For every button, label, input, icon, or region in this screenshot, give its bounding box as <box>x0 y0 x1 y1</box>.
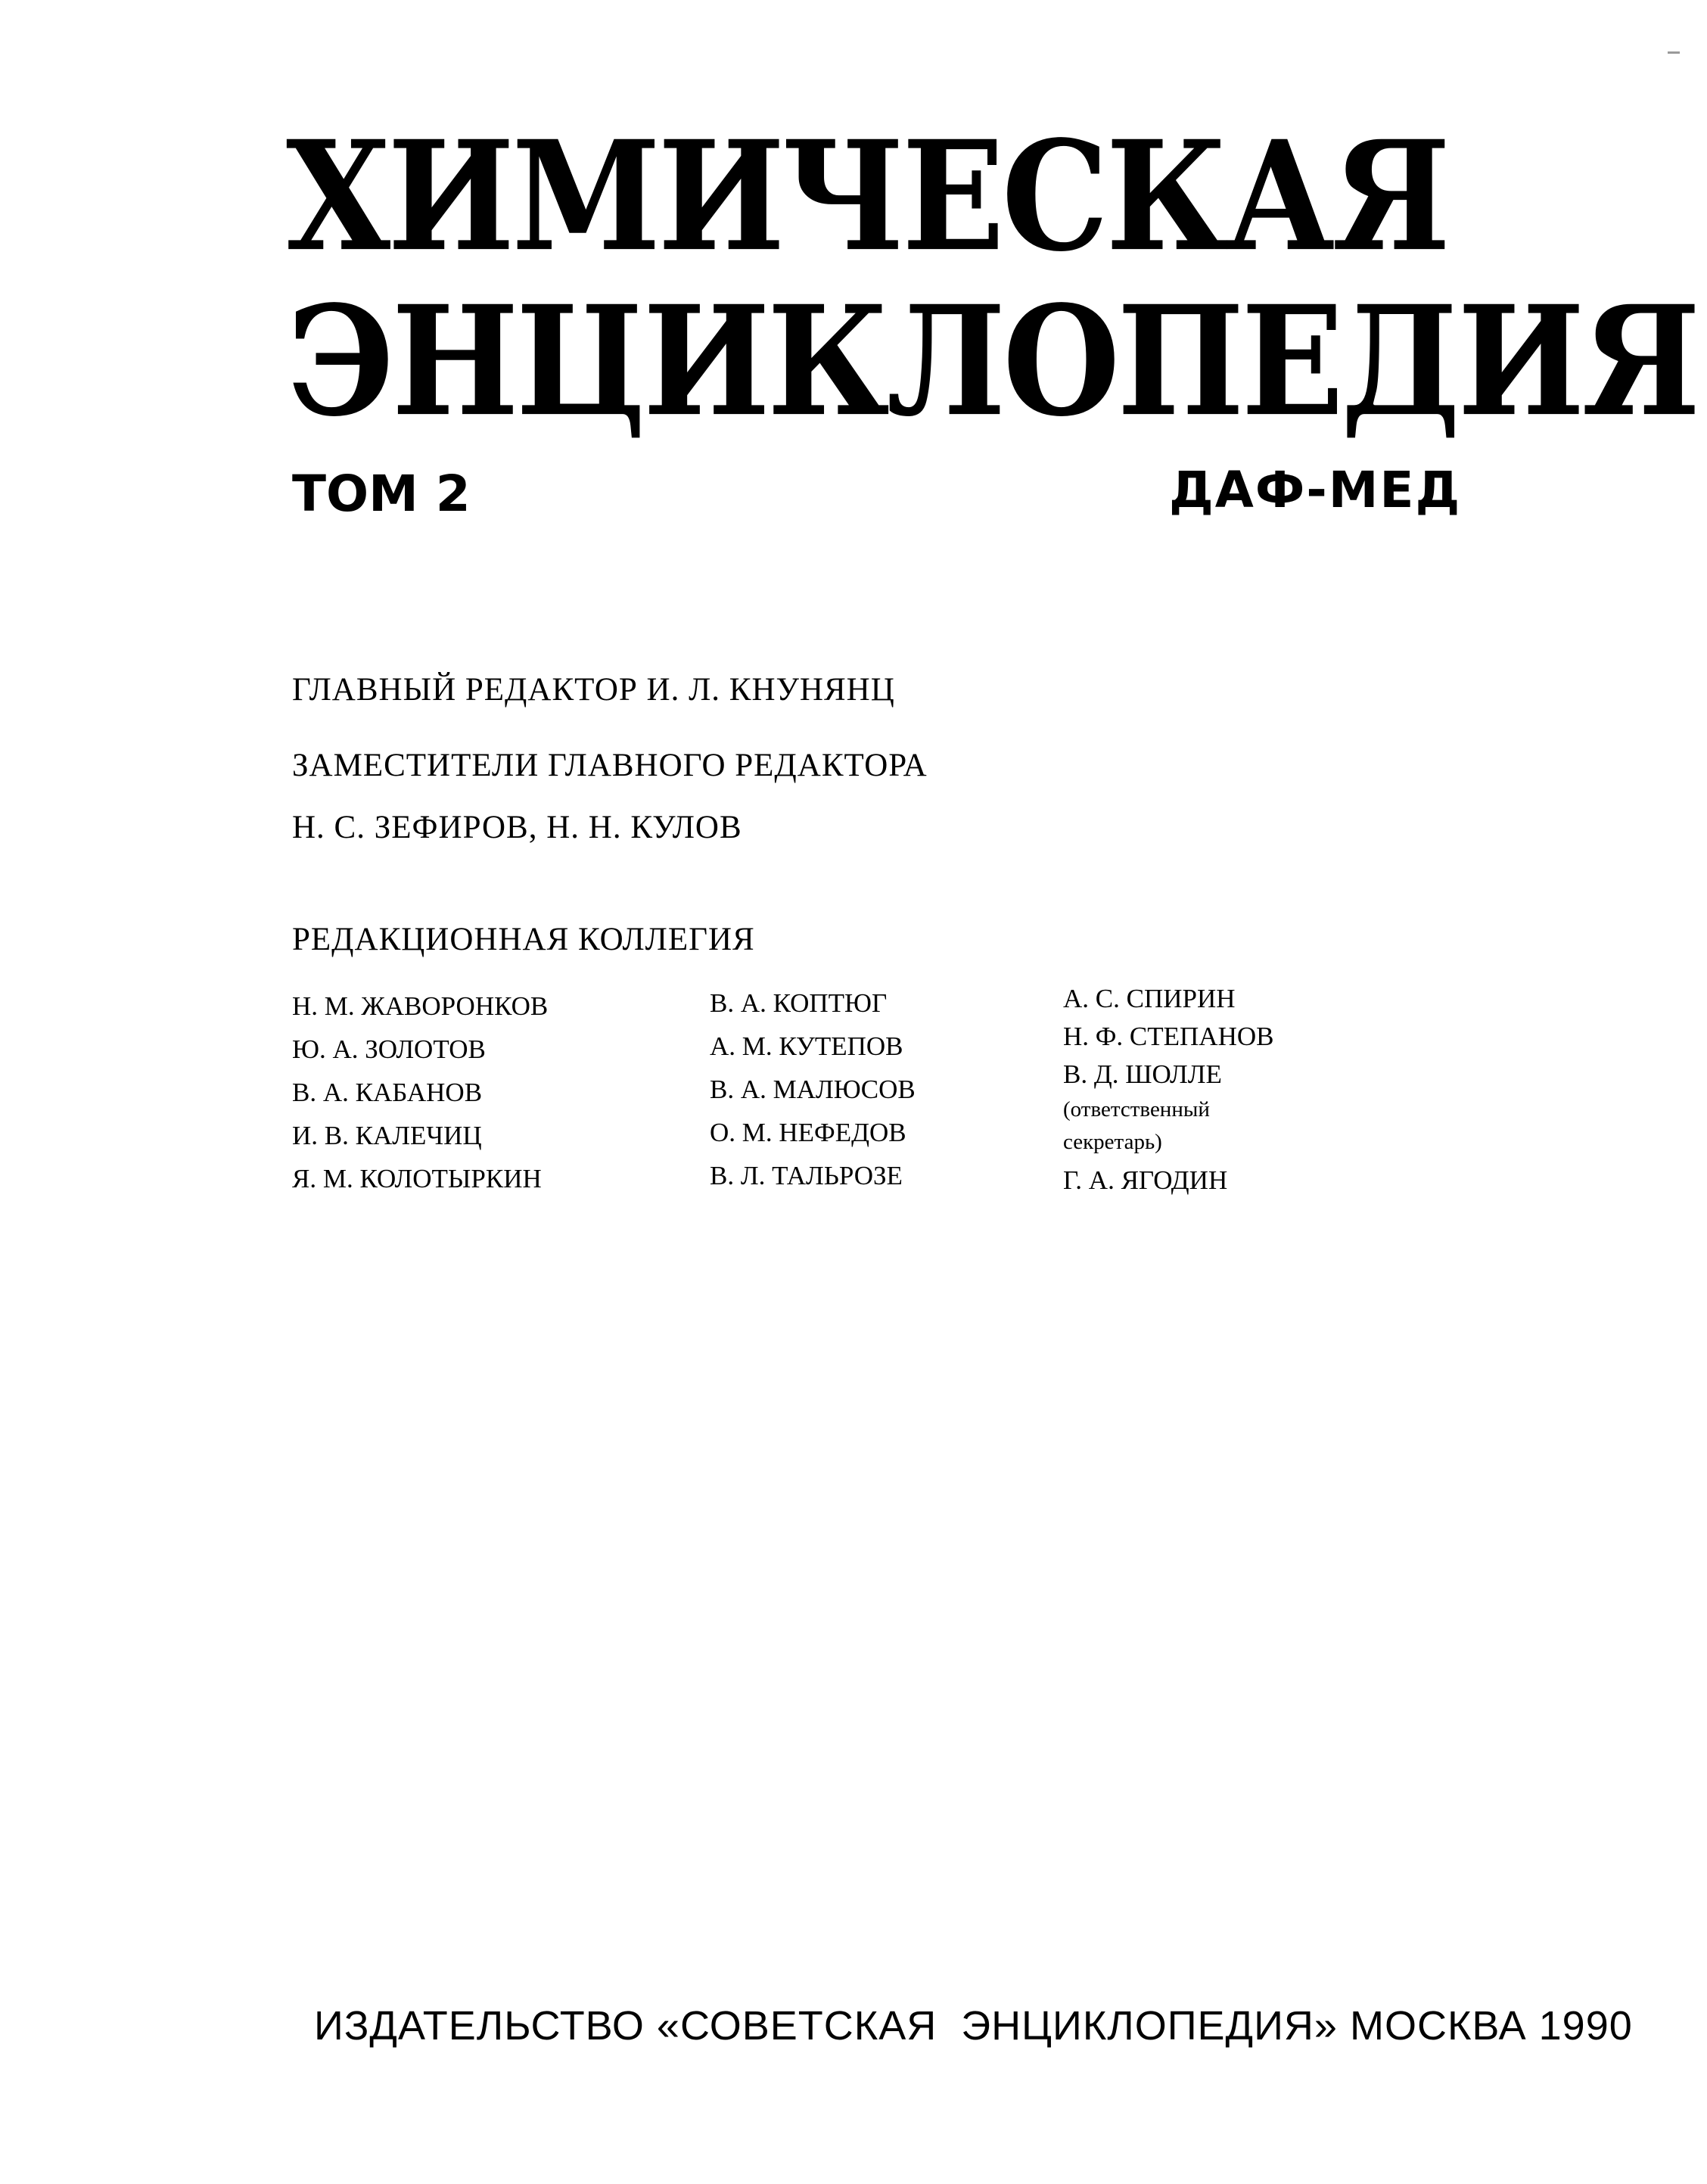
board-member-note: секретарь) <box>1063 1130 1162 1154</box>
board-member: А. М. КУТЕПОВ <box>710 1031 903 1061</box>
publisher-imprint: ИЗДАТЕЛЬСТВО «СОВЕТСКАЯ ЭНЦИКЛОПЕДИЯ» МОСКВА 1990 <box>314 2003 1633 2049</box>
title-line-2: ЭНЦИКЛОПЕДИЯ <box>288 272 1698 450</box>
board-member: Я. М. КОЛОТЫРКИН <box>292 1164 542 1193</box>
board-member-note: (ответственный <box>1063 1097 1210 1122</box>
title-line-1: ХИМИЧЕСКАЯ <box>286 107 1448 285</box>
board-member: В. А. КАБАНОВ <box>292 1078 483 1107</box>
volume-range: ДАФ-МЕД <box>1169 461 1462 519</box>
board-member: Н. М. ЖАВОРОНКОВ <box>292 991 549 1021</box>
chief-editor: ГЛАВНЫЙ РЕДАКТОР И. Л. КНУНЯНЦ <box>292 672 895 708</box>
board-member: В. Л. ТАЛЬРОЗЕ <box>710 1161 903 1190</box>
board-heading: РЕДАКЦИОННАЯ КОЛЛЕГИЯ <box>292 922 755 957</box>
deputies-heading: ЗАМЕСТИТЕЛИ ГЛАВНОГО РЕДАКТОРА <box>292 748 928 783</box>
board-member: В. А. КОПТЮГ <box>710 988 888 1018</box>
volume-number: ТОМ 2 <box>292 465 471 523</box>
board-member: В. Д. ШОЛЛЕ <box>1063 1059 1222 1089</box>
board-member: О. М. НЕФЕДОВ <box>710 1118 906 1147</box>
board-member: Ю. А. ЗОЛОТОВ <box>292 1034 486 1064</box>
deputies-names: Н. С. ЗЕФИРОВ, Н. Н. КУЛОВ <box>292 810 742 845</box>
board-member: И. В. КАЛЕЧИЦ <box>292 1121 482 1150</box>
board-member: Г. А. ЯГОДИН <box>1063 1165 1228 1195</box>
board-member: А. С. СПИРИН <box>1063 984 1236 1013</box>
board-member: В. А. МАЛЮСОВ <box>710 1075 916 1104</box>
scan-mark <box>1668 51 1680 54</box>
board-member: Н. Ф. СТЕПАНОВ <box>1063 1022 1274 1051</box>
